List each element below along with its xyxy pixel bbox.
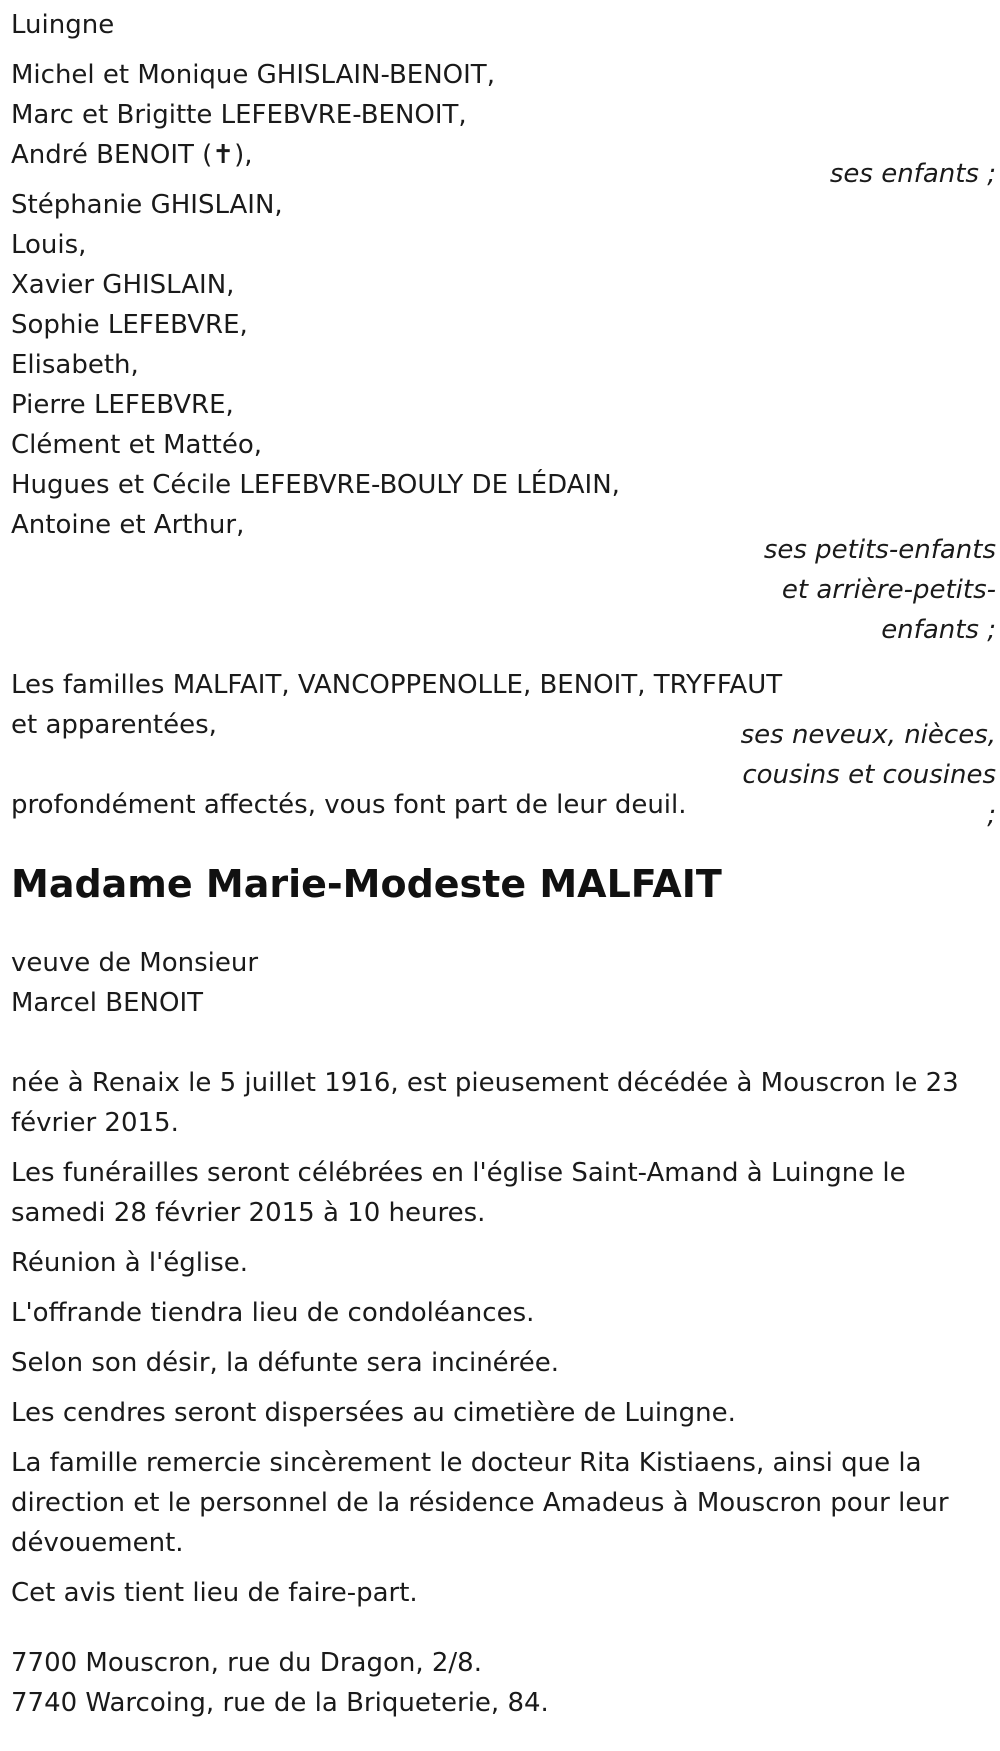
grandchild-name: Antoine et Arthur,	[11, 510, 245, 540]
detail-paragraph: Cet avis tient lieu de faire-part.	[11, 1578, 418, 1608]
families-role-line: ses neveux, nièces,	[740, 720, 996, 750]
detail-paragraph: La famille remercie sincèrement le docteur Rita Kistiaens, ainsi que la direction et le personnel de la résidence Amadeus à Mouscron pour leur dévouement.	[11, 1448, 949, 1558]
child-name: Michel et Monique GHISLAIN-BENOIT,	[11, 60, 495, 90]
detail-paragraph: Réunion à l'église.	[11, 1248, 249, 1278]
grandchildren-names	[11, 185, 771, 545]
detail-paragraph: Les cendres seront dispersées au cimetière de Luingne.	[11, 1398, 736, 1428]
families-role-line: cousins et cousines	[742, 760, 996, 790]
detail-paragraph: née à Renaix le 5 juillet 1916, est pieusement décédée à Mouscron le 23 février 2015.	[11, 1068, 959, 1138]
grandchild-name: Stéphanie GHISLAIN,	[11, 190, 283, 220]
grandchildren-role-line: ses petits-enfants	[763, 535, 996, 565]
grandchild-name: Hugues et Cécile LEFEBVRE-BOULY DE LÉDAIN,	[11, 470, 620, 500]
families-group	[11, 665, 996, 835]
family-line: et apparentées,	[11, 710, 217, 740]
families-names	[11, 665, 783, 825]
grandchild-name: Elisabeth,	[11, 350, 139, 380]
children-group	[11, 55, 996, 189]
details	[11, 1063, 996, 1613]
children-names	[11, 55, 771, 175]
grandchild-name: Pierre LEFEBVRE,	[11, 390, 234, 420]
spouse-line: Marcel BENOIT	[11, 988, 203, 1018]
address-line: 7700 Mouscron, rue du Dragon, 2/8.	[11, 1648, 482, 1678]
place-name: Luingne	[11, 10, 115, 40]
grandchild-name: Sophie LEFEBVRE,	[11, 310, 248, 340]
detail-paragraph: Selon son désir, la défunte sera incinérée.	[11, 1348, 560, 1378]
grandchildren-group	[11, 185, 996, 655]
grandchild-name: Xavier GHISLAIN,	[11, 270, 235, 300]
address-line: 7740 Warcoing, rue de la Briqueterie, 84.	[11, 1688, 549, 1718]
children-role: ses enfants ;	[829, 159, 996, 189]
grandchildren-role-line: et arrière-petits-	[781, 575, 996, 605]
grandchildren-role	[764, 530, 996, 650]
detail-paragraph: Les funérailles seront célébrées en l'église Saint-Amand à Luingne le samedi 28 février 2015 à 10 heures.	[11, 1158, 906, 1228]
child-name: Marc et Brigitte LEFEBVRE-BENOIT,	[11, 100, 467, 130]
spouse-line: veuve de Monsieur	[11, 948, 259, 978]
grandchild-name: Clément et Mattéo,	[11, 430, 263, 460]
families-role	[741, 715, 996, 835]
detail-paragraph: L'offrande tiendra lieu de condoléances.	[11, 1298, 535, 1328]
families-role-line: ;	[987, 800, 996, 830]
closing-line: profondément affectés, vous font part de leur deuil.	[11, 790, 687, 820]
obituary-notice	[11, 5, 996, 1723]
grandchild-name: Louis,	[11, 230, 87, 260]
addresses	[11, 1643, 996, 1723]
grandchildren-role-line: enfants ;	[881, 615, 996, 645]
spouse-info	[11, 943, 996, 1023]
deceased-name: Madame Marie-Modeste MALFAIT	[11, 862, 722, 906]
family-line: Les familles MALFAIT, VANCOPPENOLLE, BENOIT, TRYFFAUT	[11, 670, 783, 700]
child-name: André BENOIT (✝),	[11, 140, 253, 170]
